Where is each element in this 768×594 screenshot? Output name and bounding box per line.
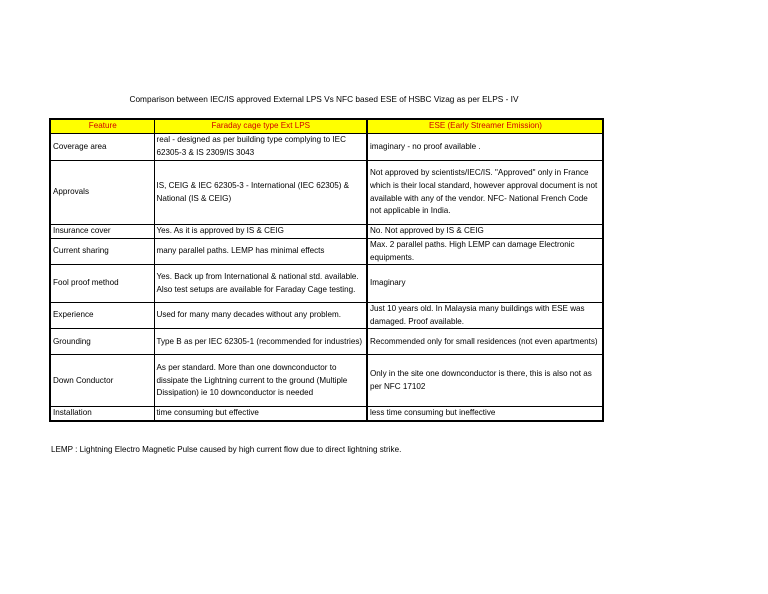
feature-cell: Insurance cover [50, 225, 154, 239]
ese-cell: Not approved by scientists/IEC/IS. "Approved" only in France which is their local standard, however approval document is not available with any of the vendor. NFC- National French Code not applicable in India. [367, 161, 603, 225]
ese-cell: imaginary - no proof available . [367, 134, 603, 161]
feature-cell: Coverage area [50, 134, 154, 161]
ese-cell: Just 10 years old. In Malaysia many buildings with ESE was damaged. Proof available. [367, 303, 603, 329]
table-row [50, 407, 603, 421]
table-row [50, 303, 603, 329]
ese-cell: Only in the site one downconductor is there, this is also not as per NFC 17102 [367, 355, 603, 407]
feature-cell: Experience [50, 303, 154, 329]
table-row [50, 239, 603, 265]
lps-cell: IS, CEIG & IEC 62305-3 - International (IEC 62305) & National (IS & CEIG) [154, 161, 367, 225]
table-row [50, 161, 603, 225]
feature-cell: Installation [50, 407, 154, 421]
table-row [50, 355, 603, 407]
lps-cell: Yes. As it is approved by IS & CEIG [154, 225, 367, 239]
lps-cell: As per standard. More than one downconductor to dissipate the Lightning current to the ground (Multiple Dissipation) ie 10 downconductor is needed [154, 355, 367, 407]
header-faraday-cage: Faraday cage type Ext LPS [154, 119, 367, 134]
lps-cell: Used for many many decades without any problem. [154, 303, 367, 329]
lps-cell: Type B as per IEC 62305-1 (recommended for industries) [154, 329, 367, 355]
ese-cell: less time consuming but ineffective [367, 407, 603, 421]
comparison-table [49, 118, 604, 422]
table-row [50, 265, 603, 303]
footnote: LEMP : Lightning Electro Magnetic Pulse caused by high current flow due to direct lightning strike. [51, 445, 402, 454]
header-feature: Feature [50, 119, 154, 134]
feature-cell: Current sharing [50, 239, 154, 265]
ese-cell: Imaginary [367, 265, 603, 303]
table-row [50, 225, 603, 239]
ese-cell: Recommended only for small residences (not even apartments) [367, 329, 603, 355]
ese-cell: Max. 2 parallel paths. High LEMP can damage Electronic equipments. [367, 239, 603, 265]
lps-cell: Yes. Back up from International & national std. available. Also test setups are available for Faraday Cage testing. [154, 265, 367, 303]
table-row [50, 134, 603, 161]
lps-cell: time consuming but effective [154, 407, 367, 421]
document-title: Comparison between IEC/IS approved External LPS Vs NFC based ESE of HSBC Vizag as per ELPS - IV [129, 94, 519, 104]
ese-cell: No. Not approved by IS & CEIG [367, 225, 603, 239]
header-ese: ESE (Early Streamer Emission) [367, 119, 603, 134]
feature-cell: Approvals [50, 161, 154, 225]
feature-cell: Grounding [50, 329, 154, 355]
table-header-row [50, 119, 603, 134]
lps-cell: many parallel paths. LEMP has minimal effects [154, 239, 367, 265]
feature-cell: Fool proof method [50, 265, 154, 303]
lps-cell: real - designed as per building type complying to IEC 62305-3 & IS 2309/IS 3043 [154, 134, 367, 161]
table-row [50, 329, 603, 355]
feature-cell: Down Conductor [50, 355, 154, 407]
